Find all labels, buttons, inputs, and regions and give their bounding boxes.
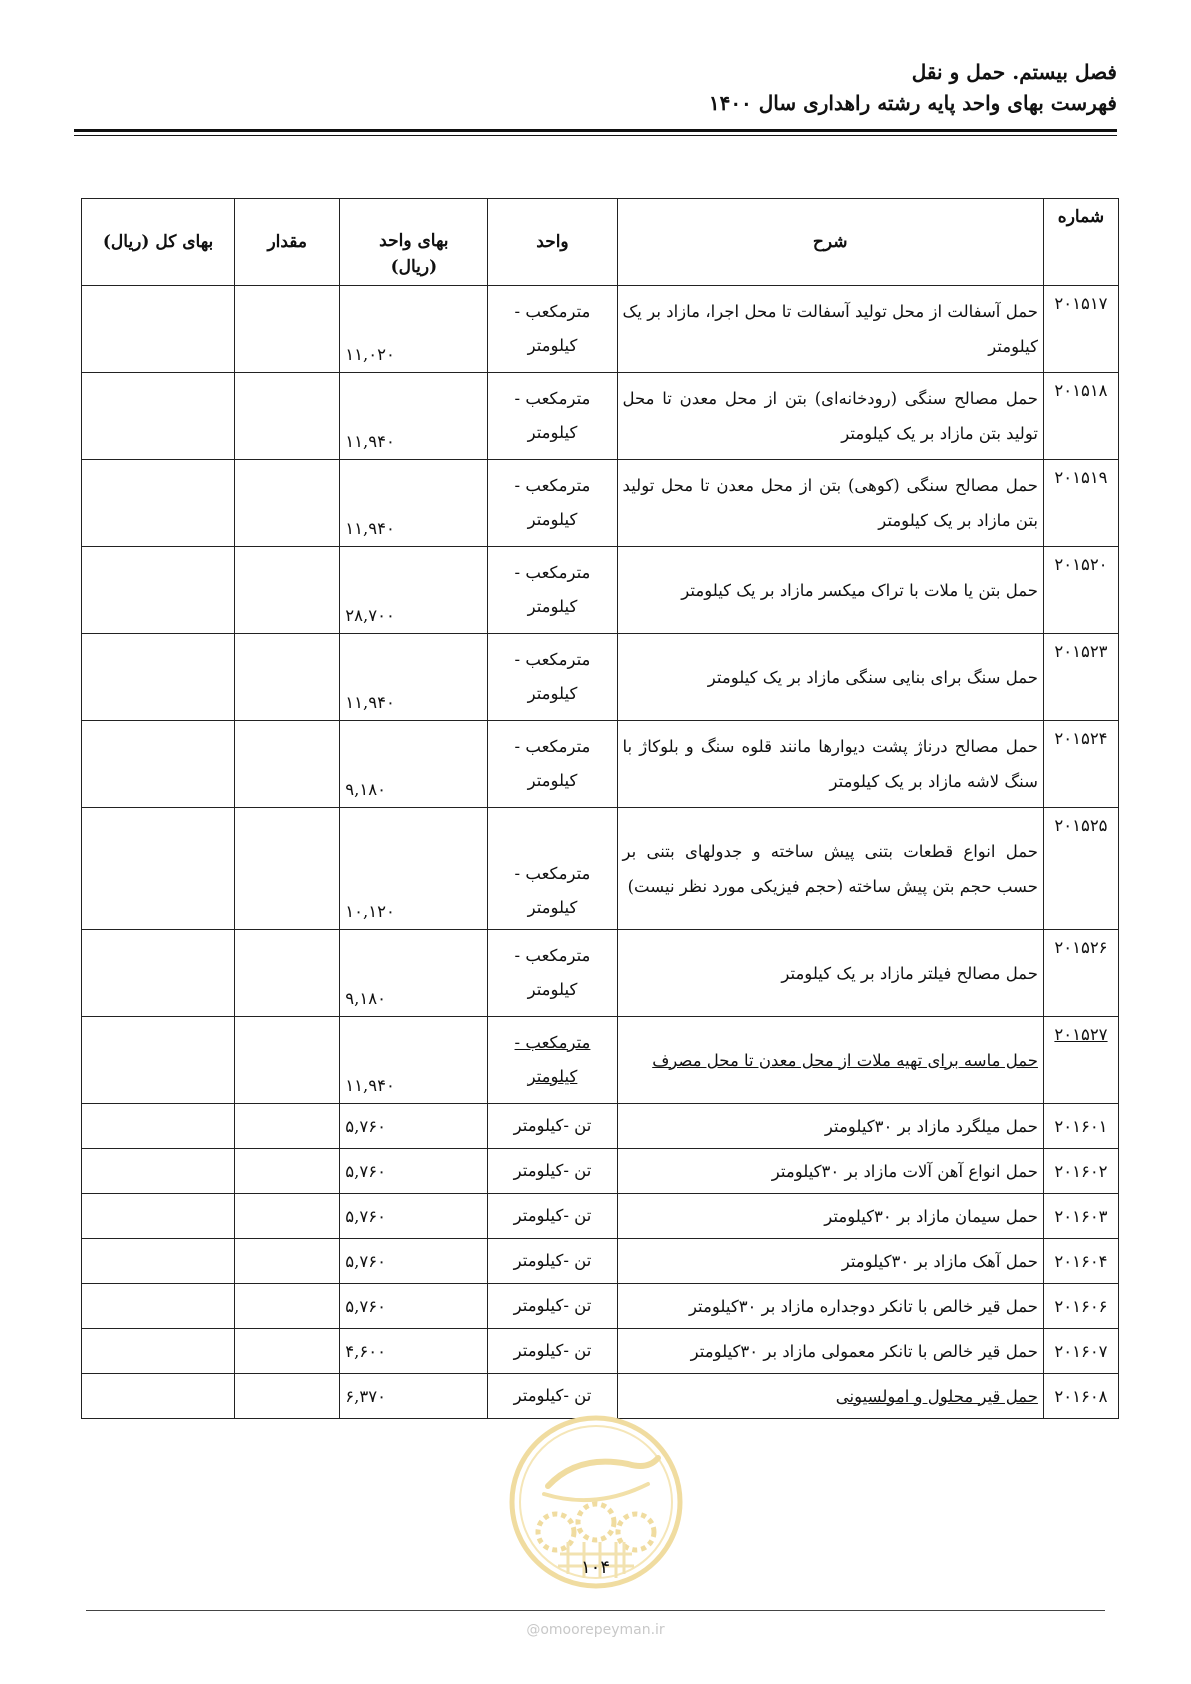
list-subtitle: فهرست بهای واحد پایه رشته راهداری سال ۱۴۰۰ (708, 91, 1117, 115)
header-unit-price (340, 199, 488, 286)
row-price: ۱۰,۱۲۰ (340, 808, 488, 930)
row-total (82, 1104, 235, 1149)
row-code: ۲۰۱۵۲۳ (1043, 634, 1118, 721)
row-total (82, 1239, 235, 1284)
row-desc: حمل مصالح سنگی (رودخانه‌ای) بتن از محل معدن تا محل تولید بتن مازاد بر یک کیلومتر (617, 373, 1043, 460)
row-unit-line1: مترمکعب - (514, 389, 591, 408)
table-row (82, 1284, 1119, 1329)
row-total (82, 1329, 235, 1374)
row-code: ۲۰۱۶۰۸ (1043, 1374, 1118, 1419)
row-desc: حمل آهک مازاد بر ۳۰کیلومتر (617, 1239, 1043, 1284)
row-total (82, 286, 235, 373)
row-code: ۲۰۱۶۰۲ (1043, 1149, 1118, 1194)
row-total (82, 808, 235, 930)
row-unit-line2: کیلومتر (527, 336, 578, 355)
row-unit (488, 373, 617, 460)
row-unit-line2: کیلومتر (527, 423, 578, 442)
footer-rule (86, 1610, 1105, 1611)
row-desc-text: حمل ماسه برای تهیه ملات از محل معدن تا محل مصرف (652, 1050, 1038, 1070)
header-unit-price-line2: (ریال) (390, 257, 438, 277)
row-unit-line1: مترمکعب - (514, 302, 591, 321)
row-qty (235, 460, 340, 547)
row-desc-text: حمل قیر محلول و امولسیونی (835, 1386, 1038, 1406)
row-qty (235, 373, 340, 460)
row-qty (235, 930, 340, 1017)
table-header-row (82, 199, 1119, 286)
row-code: ۲۰۱۵۲۰ (1043, 547, 1118, 634)
row-unit: تن -کیلومتر (488, 1104, 617, 1149)
row-unit: تن -کیلومتر (488, 1149, 617, 1194)
row-total (82, 634, 235, 721)
row-qty (235, 1239, 340, 1284)
price-table (81, 198, 1119, 1419)
row-code (1043, 1017, 1118, 1104)
row-price: ۹,۱۸۰ (340, 930, 488, 1017)
table-row (82, 460, 1119, 547)
row-code: ۲۰۱۵۲۵ (1043, 808, 1118, 930)
row-unit: تن -کیلومتر (488, 1329, 617, 1374)
row-code: ۲۰۱۶۰۴ (1043, 1239, 1118, 1284)
row-unit-line2: کیلومتر (527, 771, 578, 790)
row-price: ۴,۶۰۰ (340, 1329, 488, 1374)
row-price: ۵,۷۶۰ (340, 1239, 488, 1284)
header-rule-thick (74, 129, 1117, 132)
row-price: ۱۱,۰۲۰ (340, 286, 488, 373)
row-desc: حمل مصالح سنگی (کوهی) بتن از محل معدن تا محل تولید بتن مازاد بر یک کیلومتر (617, 460, 1043, 547)
row-total (82, 547, 235, 634)
row-price: ۵,۷۶۰ (340, 1284, 488, 1329)
table-row (82, 1239, 1119, 1284)
row-qty (235, 1017, 340, 1104)
row-qty (235, 808, 340, 930)
row-desc: حمل انواع قطعات بتنی پیش ساخته و جدولهای بتنی بر حسب حجم بتن پیش ساخته (حجم فیزیکی مورد نظر نیست) (617, 808, 1043, 930)
website-watermark: @omoorepeyman.ir (526, 1622, 665, 1638)
table-row (82, 930, 1119, 1017)
header-unit-price-line1: بهای واحد (379, 231, 449, 251)
row-unit-line1: مترمکعب - (514, 650, 591, 669)
row-unit (488, 286, 617, 373)
row-code: ۲۰۱۵۱۷ (1043, 286, 1118, 373)
row-desc: حمل مصالح درناژ پشت دیوارها مانند قلوه سنگ و بلوکاژ با سنگ لاشه مازاد بر یک کیلومتر (617, 721, 1043, 808)
table-row (82, 1374, 1119, 1419)
row-desc: حمل قیر خالص با تانکر معمولی مازاد بر ۳۰کیلومتر (617, 1329, 1043, 1374)
row-desc: حمل قیر خالص با تانکر دوجداره مازاد بر ۳۰کیلومتر (617, 1284, 1043, 1329)
row-unit: تن -کیلومتر (488, 1374, 617, 1419)
row-unit-line1: مترمکعب - (514, 1033, 591, 1052)
row-qty (235, 634, 340, 721)
table-row (82, 1194, 1119, 1239)
row-price: ۱۱,۹۴۰ (340, 634, 488, 721)
chapter-title: فصل بیستم. حمل و نقل (911, 60, 1117, 84)
row-qty (235, 721, 340, 808)
row-unit (488, 930, 617, 1017)
row-desc: حمل سنگ برای بنایی سنگی مازاد بر یک کیلومتر (617, 634, 1043, 721)
table-row (82, 547, 1119, 634)
row-price: ۲۸,۷۰۰ (340, 547, 488, 634)
row-qty (235, 1329, 340, 1374)
row-unit: تن -کیلومتر (488, 1239, 617, 1284)
header-total: بهای کل (ریال) (82, 199, 235, 286)
row-unit (488, 721, 617, 808)
row-qty (235, 1374, 340, 1419)
row-unit (488, 547, 617, 634)
table-row (82, 808, 1119, 930)
row-total (82, 1194, 235, 1239)
row-desc: حمل میلگرد مازاد بر ۳۰کیلومتر (617, 1104, 1043, 1149)
table-row (82, 1149, 1119, 1194)
row-qty (235, 1104, 340, 1149)
row-total (82, 930, 235, 1017)
row-total (82, 1149, 235, 1194)
row-unit-line1: مترمکعب - (514, 563, 591, 582)
row-desc (617, 1374, 1043, 1419)
row-unit: تن -کیلومتر (488, 1284, 617, 1329)
row-qty (235, 286, 340, 373)
row-qty (235, 1284, 340, 1329)
row-total (82, 1374, 235, 1419)
row-unit-line1: مترمکعب - (514, 737, 591, 756)
row-code-text: ۲۰۱۵۲۷ (1054, 1025, 1108, 1044)
row-desc: حمل آسفالت از محل تولید آسفالت تا محل اجرا، مازاد بر یک کیلومتر (617, 286, 1043, 373)
row-desc: حمل سیمان مازاد بر ۳۰کیلومتر (617, 1194, 1043, 1239)
table-row (82, 373, 1119, 460)
header-desc: شرح (617, 199, 1043, 286)
row-total (82, 373, 235, 460)
row-code: ۲۰۱۵۲۴ (1043, 721, 1118, 808)
row-price: ۵,۷۶۰ (340, 1149, 488, 1194)
row-desc: حمل بتن یا ملات با تراک میکسر مازاد بر یک کیلومتر (617, 547, 1043, 634)
row-unit: تن -کیلومتر (488, 1194, 617, 1239)
row-code: ۲۰۱۶۰۱ (1043, 1104, 1118, 1149)
row-qty (235, 547, 340, 634)
row-qty (235, 1194, 340, 1239)
row-code: ۲۰۱۵۲۶ (1043, 930, 1118, 1017)
row-unit-line1: مترمکعب - (514, 946, 591, 965)
row-total (82, 460, 235, 547)
row-qty (235, 1149, 340, 1194)
header-code: شماره (1043, 199, 1118, 286)
header-rule-thin (74, 135, 1117, 136)
row-price: ۱۱,۹۴۰ (340, 1017, 488, 1104)
row-unit-line2: کیلومتر (527, 898, 578, 917)
table-row (82, 634, 1119, 721)
row-unit (488, 808, 617, 930)
row-desc: حمل مصالح فیلتر مازاد بر یک کیلومتر (617, 930, 1043, 1017)
row-price: ۵,۷۶۰ (340, 1194, 488, 1239)
row-unit (488, 460, 617, 547)
table-row (82, 721, 1119, 808)
header-qty: مقدار (235, 199, 340, 286)
row-unit (488, 634, 617, 721)
row-price: ۱۱,۹۴۰ (340, 373, 488, 460)
row-desc: حمل انواع آهن آلات مازاد بر ۳۰کیلومتر (617, 1149, 1043, 1194)
row-unit-line1: مترمکعب - (514, 476, 591, 495)
row-unit-line2: کیلومتر (527, 684, 578, 703)
table-row (82, 286, 1119, 373)
row-code: ۲۰۱۶۰۶ (1043, 1284, 1118, 1329)
header-unit: واحد (488, 199, 617, 286)
table-row (82, 1104, 1119, 1149)
row-price: ۶,۳۷۰ (340, 1374, 488, 1419)
row-unit (488, 1017, 617, 1104)
row-code: ۲۰۱۵۱۹ (1043, 460, 1118, 547)
row-total (82, 1017, 235, 1104)
page-number: ۱۰۴ (580, 1557, 610, 1578)
row-code: ۲۰۱۵۱۸ (1043, 373, 1118, 460)
row-price: ۹,۱۸۰ (340, 721, 488, 808)
row-code: ۲۰۱۶۰۳ (1043, 1194, 1118, 1239)
row-unit-line1: مترمکعب - (514, 864, 591, 883)
row-unit-line2: کیلومتر (527, 980, 578, 999)
page-header (709, 58, 1117, 118)
row-unit-line2: کیلومتر (527, 510, 578, 529)
row-unit-line2: کیلومتر (527, 1067, 578, 1086)
row-price: ۱۱,۹۴۰ (340, 460, 488, 547)
table-row (82, 1329, 1119, 1374)
row-total (82, 721, 235, 808)
row-code: ۲۰۱۶۰۷ (1043, 1329, 1118, 1374)
table-row (82, 1017, 1119, 1104)
row-total (82, 1284, 235, 1329)
row-desc (617, 1017, 1043, 1104)
row-price: ۵,۷۶۰ (340, 1104, 488, 1149)
row-unit-line2: کیلومتر (527, 597, 578, 616)
